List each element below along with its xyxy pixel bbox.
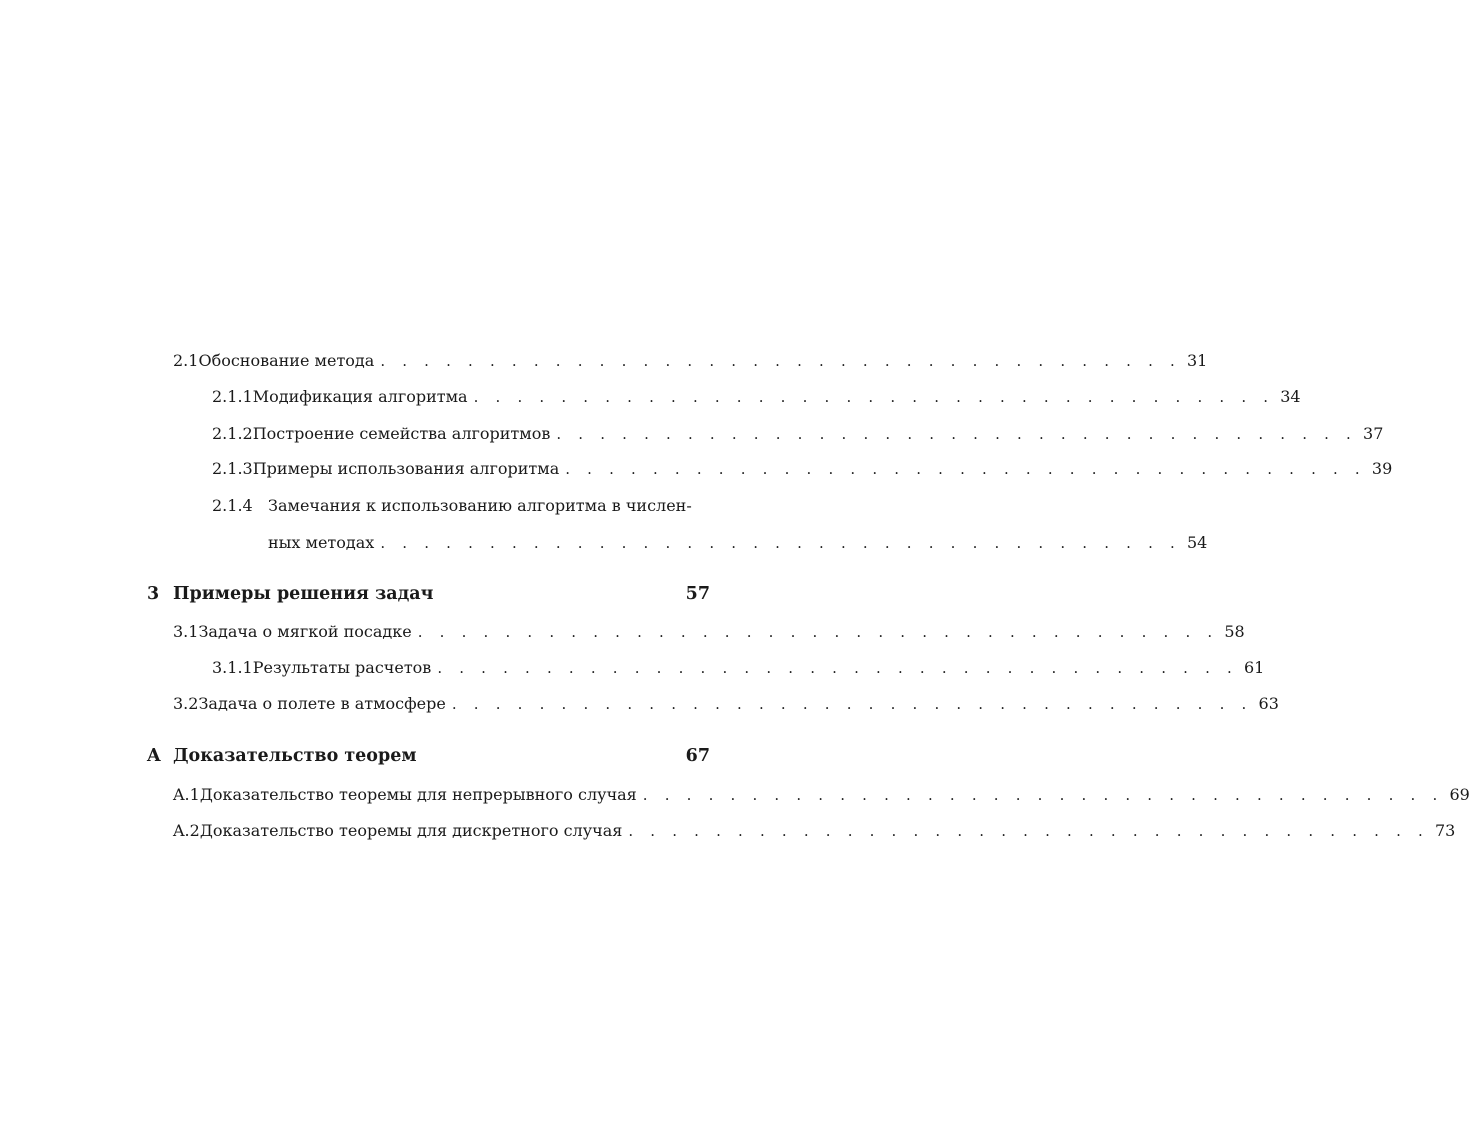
section-title-line-2: ных методах bbox=[268, 533, 375, 552]
page-number: 58 bbox=[1224, 622, 1245, 641]
section-number: 2.1.2 bbox=[212, 424, 253, 443]
toc-entry-2-1-3 bbox=[212, 459, 1393, 479]
page-number: 73 bbox=[1435, 821, 1456, 840]
section-number: 3.1 bbox=[173, 622, 199, 641]
dot-leader: . . . . . . . . . . . . . . . . . . . . . . . . . . . . . . . . . . . . . bbox=[437, 659, 1238, 677]
dot-leader: . . . . . . . . . . . . . . . . . . . . . . . . . . . . . . . . . . . . . bbox=[556, 425, 1358, 443]
dot-leader: . . . . . . . . . . . . . . . . . . . . . . . . . . . . . . . . . . . . . bbox=[380, 352, 1181, 370]
toc-entry-2-1-1 bbox=[212, 387, 1301, 407]
dot-leader: . . . . . . . . . . . . . . . . . . . . . . . . . . . . . . . . . . . . . bbox=[642, 786, 1444, 804]
toc-chapter-a bbox=[147, 746, 710, 766]
page-number: 54 bbox=[1187, 533, 1208, 552]
toc-entry-3-1 bbox=[173, 622, 1245, 642]
chapter-title: Доказательство теорем bbox=[173, 746, 417, 766]
toc-entry-3-2 bbox=[173, 694, 1279, 714]
page-number: 63 bbox=[1258, 694, 1279, 713]
toc-entry-3-1-1 bbox=[212, 658, 1265, 678]
toc-entry-a-2 bbox=[173, 821, 1456, 841]
section-number: 3.1.1 bbox=[212, 658, 253, 677]
section-title: Обоснование метода bbox=[198, 351, 375, 370]
dot-leader: . . . . . . . . . . . . . . . . . . . . . . . . . . . . . . . . . . . . . bbox=[628, 822, 1429, 840]
section-title: Результаты расчетов bbox=[252, 658, 432, 677]
section-title: Доказательство теоремы для непрерывного случая bbox=[199, 785, 637, 804]
page-number: 69 bbox=[1449, 785, 1470, 804]
page-number: 37 bbox=[1363, 424, 1384, 443]
section-number: 2.1.4 bbox=[212, 496, 253, 515]
toc-entry-2-1-4 bbox=[212, 496, 710, 516]
section-title: Доказательство теоремы для дискретного случая bbox=[199, 821, 623, 840]
section-number: A.2 bbox=[173, 821, 200, 840]
section-number: 2.1.3 bbox=[212, 459, 253, 478]
section-number: 2.1 bbox=[173, 351, 199, 370]
section-number: 3.2 bbox=[173, 694, 199, 713]
dot-leader: . . . . . . . . . . . . . . . . . . . . . . . . . . . . . . . . . . . . . bbox=[451, 695, 1253, 713]
section-title: Модификация алгоритма bbox=[252, 387, 468, 406]
section-title-line-1: Замечания к использованию алгоритма в числен- bbox=[268, 496, 692, 515]
dot-leader: . . . . . . . . . . . . . . . . . . . . . . . . . . . . . . . . . . . . . bbox=[565, 460, 1366, 478]
page-number: 31 bbox=[1186, 351, 1208, 370]
section-title: Построение семейства алгоритмов bbox=[252, 424, 551, 443]
dot-leader: . . . . . . . . . . . . . . . . . . . . . . . . . . . . . . . . . . . . . bbox=[473, 388, 1275, 406]
section-title: Примеры использования алгоритма bbox=[252, 459, 560, 478]
page-number: 39 bbox=[1371, 459, 1393, 478]
dot-leader: . . . . . . . . . . . . . . . . . . . . . . . . . . . . . . . . . . . . . bbox=[380, 534, 1181, 552]
page-number: 34 bbox=[1280, 387, 1301, 406]
chapter-number: A bbox=[147, 746, 161, 766]
section-number: 2.1.1 bbox=[212, 387, 253, 406]
toc-entry-2-1 bbox=[173, 351, 1208, 371]
toc-entry-2-1-2 bbox=[212, 424, 1384, 444]
section-title: Задача о полете в атмосфере bbox=[198, 694, 446, 713]
chapter-title: Примеры решения задач bbox=[173, 584, 434, 604]
dot-leader: . . . . . . . . . . . . . . . . . . . . . . . . . . . . . . . . . . . . . bbox=[417, 623, 1219, 641]
page-number: 67 bbox=[685, 746, 710, 766]
page-number: 61 bbox=[1243, 658, 1265, 677]
section-title: Задача о мягкой посадке bbox=[198, 622, 412, 641]
toc-entry-2-1-4-continued bbox=[268, 533, 1208, 553]
chapter-number: 3 bbox=[147, 584, 160, 604]
toc-entry-a-1 bbox=[173, 785, 1470, 805]
toc-chapter-3 bbox=[147, 584, 710, 604]
page-number: 57 bbox=[685, 584, 710, 604]
section-number: A.1 bbox=[173, 785, 200, 804]
